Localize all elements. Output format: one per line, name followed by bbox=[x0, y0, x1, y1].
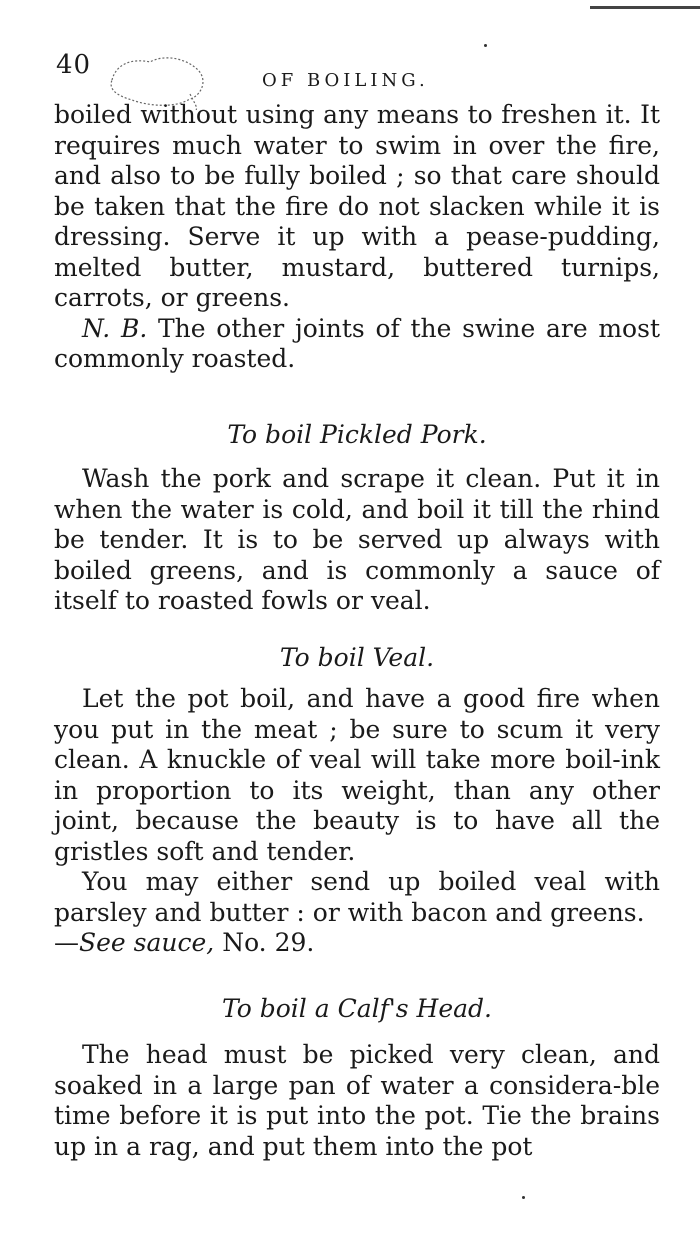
heading-veal: To boil Veal. bbox=[279, 643, 435, 672]
paper-speck bbox=[484, 44, 487, 47]
veal-paragraph-2-text: You may either send up boiled veal with parsley and butter : or with bacon and greens. bbox=[54, 867, 660, 927]
calfs-head-paragraph: The head must be picked very clean, and soaked in a large pan of water a considera-ble time before it is put into the pot. Tie the brains up in a rag, and put them into the pot bbox=[54, 1040, 660, 1161]
sauce-number: No. 29. bbox=[214, 928, 315, 957]
page-edge-line bbox=[590, 6, 700, 9]
intro-paragraph: boiled without using any means to freshen it. It requires much water to swim in over the fire, and also to be fully boiled ; so that care should be taken that the fire do not slacken while it is dressing. Serve it up with a pease-pudding, melted butter, mustard, buttered turnips, carrots, or greens. bbox=[54, 100, 660, 312]
page-number: 40 bbox=[56, 50, 92, 80]
calfs-head-section bbox=[54, 1040, 660, 1162]
heading-calfs-head: To boil a Calf's Head. bbox=[222, 994, 492, 1023]
veal-section bbox=[54, 684, 660, 959]
pickled-pork-section bbox=[54, 464, 660, 617]
nota-bene-paragraph bbox=[54, 314, 660, 375]
intro-section bbox=[54, 100, 660, 375]
veal-paragraph-1: Let the pot boil, and have a good fire when you put in the meat ; be sure to scum it very clean. A knuckle of veal will take more boil-ink in proportion to its weight, than any other joint, because the beauty is to have all the gristles soft and tender. bbox=[54, 684, 660, 866]
veal-paragraph-2 bbox=[54, 867, 660, 959]
pickled-pork-paragraph: Wash the pork and scrape it clean. Put it in when the water is cold, and boil it till the rhind be tender. It is to be served up always with boiled greens, and is commonly a sauce of itself to roasted fowls or veal. bbox=[54, 464, 660, 615]
nota-bene-text: The other joints of the swine are most commonly roasted. bbox=[54, 313, 660, 373]
paper-speck bbox=[522, 1196, 525, 1199]
heading-pickled-pork: To boil Pickled Pork. bbox=[227, 420, 487, 449]
see-sauce-reference: See sauce, bbox=[79, 928, 215, 957]
nota-bene-label: N. B. bbox=[82, 313, 148, 343]
running-title: OF BOILING. bbox=[262, 70, 429, 91]
see-sauce-prefix: — bbox=[54, 928, 79, 957]
